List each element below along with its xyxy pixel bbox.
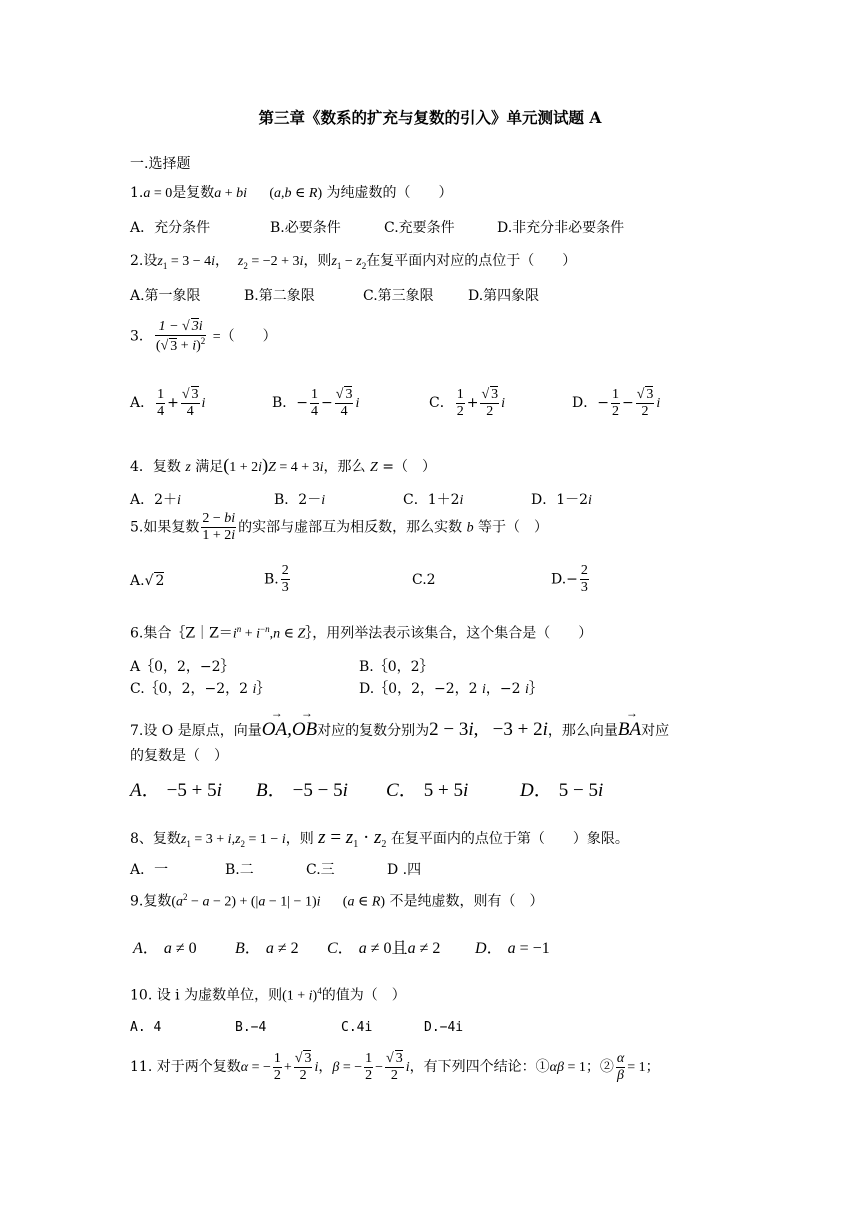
question-10: 10. 设 i 为虚数单位，则$(1 + i)^4$的值为（ ） [130, 986, 406, 1004]
q3-option-d: D．− $\frac{1}{2}$ − $\frac{√ 3}{2}$ i [572, 386, 661, 420]
q6-option-c: C.｛0，2，−2，2 i｝ [130, 681, 271, 697]
q1-option-b: B.必要条件 [270, 220, 341, 236]
q5-option-d: D.− $\frac{2}{3}$ [551, 563, 588, 596]
q7-option-a: A． −5 + 5i [130, 779, 222, 801]
q5-option-a: A.√ 2 [130, 573, 165, 589]
q4-option-b: B．2－i [274, 492, 326, 508]
q7-option-d: D． 5 − 5i [520, 779, 604, 801]
question-8: 8、复数$z_1 = 3 + i,z_2 = 1 - i$，则 $z = z_1 \cdot z_2$ 在复平面内的点位于第（ ）象限。 [130, 827, 629, 850]
q1-option-a: A．充分条件 [130, 220, 211, 236]
q8-option-d: D .四 [387, 862, 422, 878]
q2-option-a: A.第一象限 [130, 288, 201, 304]
question-9: 9.复数$(a^2 - a - 2) + (|a - 1| - 1)i$ (a ∈ R) 不是纯虚数，则有（ ） [130, 892, 544, 910]
q2-option-d: D.第四象限 [468, 288, 540, 304]
q10-option-d: D.−4i [424, 1020, 464, 1035]
q7-option-c: C． 5 + 5i [386, 779, 469, 801]
q6-option-d: D.｛0，2，−2，2 i，−2 i｝ [359, 681, 543, 697]
q9-option-a: A． a ≠ 0 [133, 938, 197, 957]
q8-option-c: C.三 [306, 862, 335, 878]
q8-option-a: A．一 [130, 862, 169, 878]
question-7-line-2: 的复数是（ ） [130, 748, 228, 764]
question-2: 2.设$z_1 = 3 - 4i$， $z_2 = -2 + 3i$，则$z_1 - z_2$在复平面内对应的点位于（ ） [130, 253, 577, 271]
page-title: 第三章《数系的扩充与复数的引入》单元测试题 A [258, 108, 602, 127]
question-5: 5.如果复数 $\frac{2 - bi}{1 + 2i}$ 的实部与虚部互为相反数，那么实数 b 等于（ ） [130, 511, 549, 544]
question-6: 6.集合$\{Z|Z=i^n + i^{-n},n$ ∈ Z｝，用列举法表示该集合，这个集合是（ ） [130, 624, 593, 642]
q5-option-b: B. $\frac{2}{3}$ [264, 563, 289, 596]
q7-option-b: B． −5 − 5i [256, 779, 348, 801]
q3-option-b: B．− $\frac{1}{4}$ − $\frac{√ 3}{4}$ i [272, 386, 360, 420]
q6-option-b: B.｛0，2｝ [359, 659, 434, 675]
q5-option-c: C.2 [412, 572, 436, 588]
question-4: 4．复数 z 满足(1 + 2i)Z = 4 + 3i，那么 Z =（ ） [130, 455, 436, 475]
q10-option-a: A. 4 [130, 1020, 162, 1035]
question-7-line-1: 7.设 O 是原点，向量→ OA,→ OB对应的复数分别为2 − 3i, −3 + 2i，那么向量→ BA对应 [130, 719, 669, 742]
q9-option-b: B． a ≠ 2 [235, 938, 299, 957]
q2-option-b: B.第二象限 [244, 288, 315, 304]
q3-option-c: C． $\frac{1}{2}$ + $\frac{√ 3}{2}$ i [429, 386, 506, 420]
q2-option-c: C.第三象限 [363, 288, 434, 304]
q1-option-c: C.充要条件 [384, 220, 455, 236]
q4-option-c: C．1＋2i [403, 492, 464, 508]
q8-option-b: B.二 [225, 862, 254, 878]
question-11: 11. 对于两个复数α = − $\frac{1}{2}$ + $\frac{√ 3}{2}$ i，β = − $\frac{1}{2}$ − $\frac{√ 3}{2}$ i，有下列四个结论：①αβ = 1；② $\frac{\alpha}{\beta}$ = 1； [130, 1050, 660, 1084]
q1-option-d: D.非充分非必要条件 [497, 220, 625, 236]
section-heading: 一.选择题 [130, 156, 191, 172]
q3-option-a: A． $\frac{1}{4}$ + $\frac{√ 3}{4}$ i [130, 386, 206, 420]
question-3: 3． $\frac{1 - √ 3i}{(√ 3 + i)^2}$ =（ ） [130, 319, 277, 354]
q9-option-d: D． a = −1 [475, 938, 550, 957]
q9-option-c: C． a ≠ 0且a ≠ 2 [327, 938, 441, 957]
q6-option-a: A｛0，2，−2｝ [130, 659, 235, 675]
q10-option-b: B.−4 [235, 1020, 267, 1035]
q4-option-a: A．2＋i [130, 492, 181, 508]
q10-option-c: C.4i [341, 1020, 373, 1035]
q4-option-d: D．1－2i [531, 492, 592, 508]
question-1: 1.a = 0是复数a + bi (a,b ∈ R) 为纯虚数的（ ） [130, 185, 453, 201]
